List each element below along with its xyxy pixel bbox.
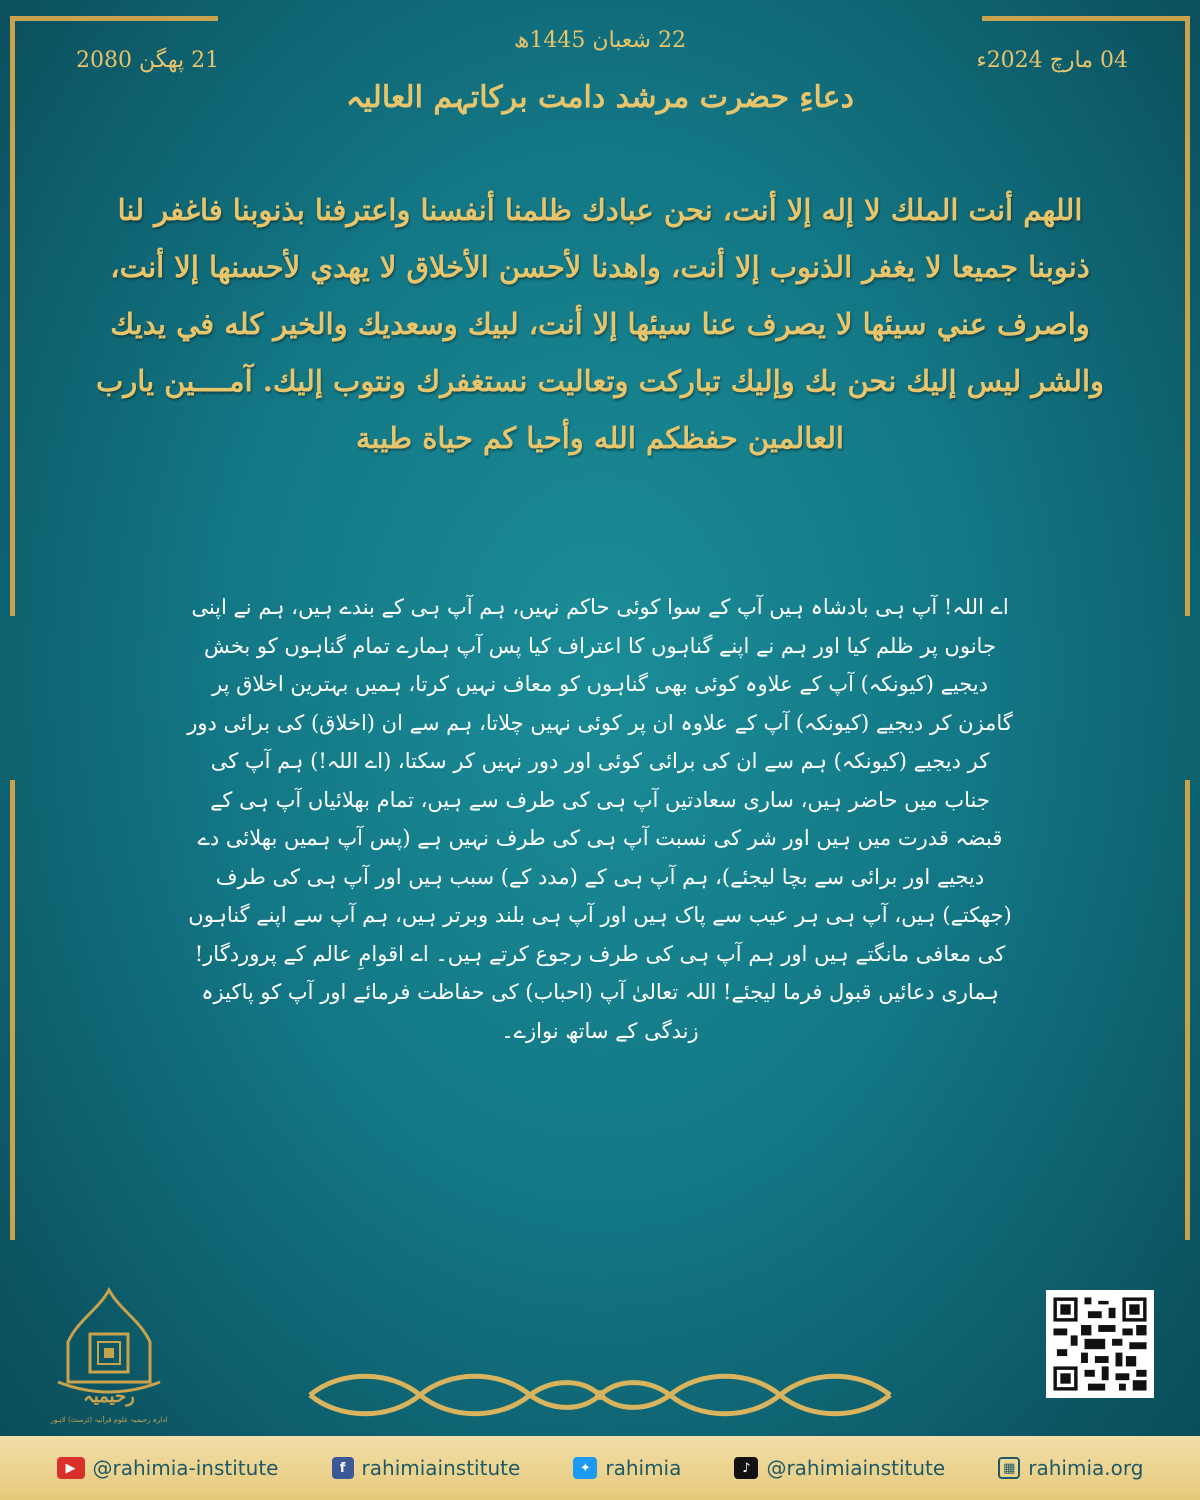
twitter-handle: rahimia — [605, 1456, 682, 1480]
facebook-icon: f — [332, 1457, 354, 1479]
facebook-link[interactable] — [332, 1456, 521, 1480]
social-footer — [0, 1436, 1200, 1500]
date-bikrami: 21 پھگن 2080 — [76, 48, 220, 73]
frame-line — [982, 16, 1190, 21]
frame-line — [10, 16, 218, 21]
youtube-link[interactable] — [57, 1456, 279, 1480]
qr-code-icon — [1046, 1290, 1154, 1398]
youtube-icon: ▶ — [57, 1457, 85, 1479]
frame-line — [10, 780, 15, 1240]
frame-line — [1185, 780, 1190, 1240]
page-title: دعاءِ حضرت مرشد دامت برکاتہم العالیہ — [346, 80, 854, 115]
date-hijri: 22 شعبان 1445ھ — [514, 28, 686, 53]
urdu-translation-text: اے اللہ! آپ ہی بادشاہ ہیں آپ کے سوا کوئی حاکم نہیں، ہم آپ ہی کے بندے ہیں، ہم نے اپنی جانوں پر ظلم کیا اور ہم نے اپنے گناہوں کا اعتراف کیا پس آپ ہمارے تمام گناہوں کو بخش دیجیے (کیونکہ) آپ کے علاوہ کوئی بھی گناہوں کو معاف نہیں کرتا، ہمیں بہترین اخلاق پر گامزن کر دیجیے (کیونکہ) آپ کے علاوہ ان پر کوئی نہیں چلاتا، ہم سے ان (اخلاق) کی برائی دور کر دیجیے (کیونکہ) ہم سے ان کی برائی کوئی اور دور نہیں کر سکتا، (اے اللہ!) ہم آپ کی جناب میں حاضر ہیں، ساری سعادتیں آپ ہی کی طرف سے ہیں، تمام بھلائیاں آپ ہی کے قبضہ قدرت میں ہیں اور شر کی نسبت آپ ہی کی طرف نہیں ہے (پس آپ ہمیں بھلائی دے دیجیے اور برائی سے بچا لیجئے)، ہم آپ ہی کے (مدد کے) سبب ہیں اور آپ ہی کی طرف (جھکتے) ہیں، آپ ہی ہر عیب سے پاک ہیں اور آپ ہی بلند وبرتر ہیں، ہم آپ سے اپنے گناہوں کی معافی مانگتے ہیں اور ہم آپ ہی کی طرف رجوع کرتے ہیں۔ اے اقوامِ عالم کے پروردگار! ہماری دعائیں قبول فرما لیجئے! اللہ تعالیٰ آپ (احباب) کی حفاظت فرمائے اور آپ کو پاکیزہ زندگی کے ساتھ نوازے۔ — [187, 595, 1013, 1043]
website-url: rahimia.org — [1028, 1456, 1144, 1480]
logo-subtitle: ادارہ رحیمیہ علوم قرآنیہ (ٹرسٹ) لاہور — [50, 1416, 168, 1424]
tiktok-handle: @rahimiainstitute — [766, 1456, 946, 1480]
tiktok-icon: ♪ — [734, 1457, 758, 1479]
tiktok-link[interactable] — [734, 1456, 945, 1480]
decorative-ornament — [300, 1365, 900, 1425]
website-link[interactable] — [998, 1456, 1143, 1480]
logo-name: رحیمیہ — [83, 1386, 135, 1407]
rahimia-logo — [38, 1282, 180, 1430]
twitter-link[interactable] — [573, 1456, 681, 1480]
arabic-prayer-text: اللهم أنت الملك لا إله إلا أنت، نحن عبادك ظلمنا أنفسنا واعترفنا بذنوبنا فاغفر لنا ذنوبنا جميعا لا يغفر الذنوب إلا أنت، واهدنا لأحسن الأخلاق لا يهدي لأحسنها إلا أنت، واصرف عني سيئها لا يصرف عنا سيئها إلا أنت، لبيك وسعديك والخير كله في يديك والشر ليس إليك نحن بك وإليك تباركت وتعاليت نستغفرك ونتوب إليك. آمــــين يارب العالمين حفظكم الله وأحيا كم حياة طيبة — [95, 193, 1105, 455]
qr-web-icon: ▦ — [998, 1457, 1020, 1479]
date-gregorian: 04 مارچ 2024ء — [976, 48, 1128, 73]
facebook-handle: rahimiainstitute — [361, 1456, 521, 1480]
youtube-handle: @rahimia-institute — [92, 1456, 279, 1480]
twitter-icon: ✦ — [573, 1457, 597, 1479]
